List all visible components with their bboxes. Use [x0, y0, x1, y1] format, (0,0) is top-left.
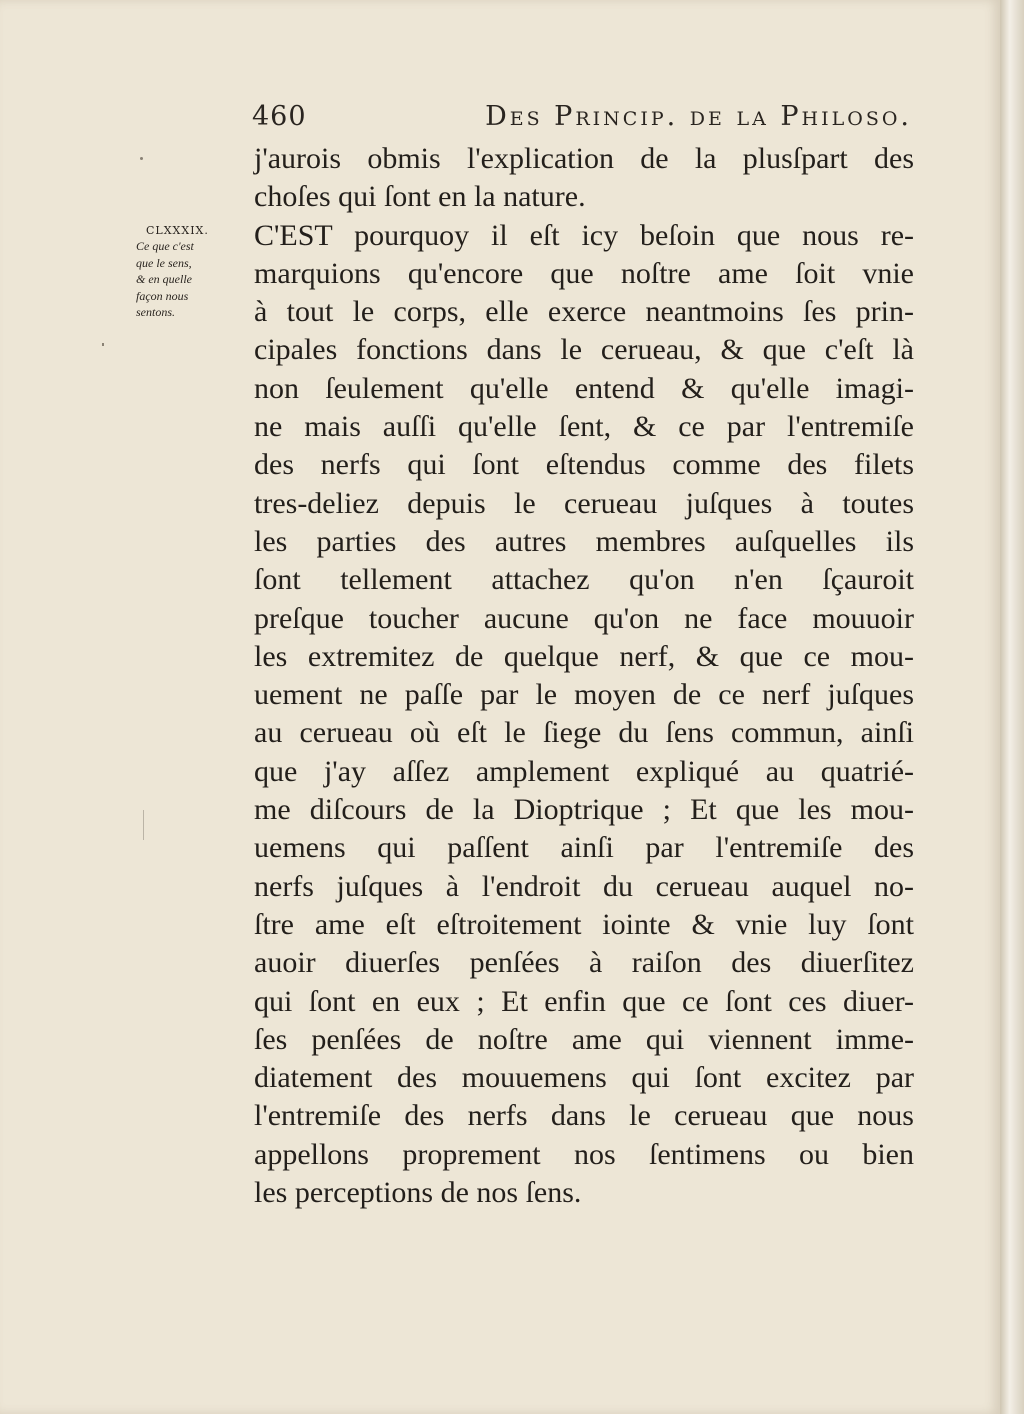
text-line: à tout le corps, elle exerce neantmoins ſes prin- — [254, 295, 914, 329]
paper-speck — [143, 810, 144, 840]
text-line: appellons proprement nos ſentimens ou bien — [254, 1137, 914, 1171]
text-line: les extremitez de quelque nerf, & que ce mou- — [254, 639, 914, 673]
text-line: l'entremiſe des nerfs dans le cerueau que nous — [254, 1099, 914, 1133]
text-line: marquions qu'encore que noſtre ame ſoit vnie — [254, 256, 914, 290]
margin-note — [136, 238, 252, 321]
margin-note-line: Ce que c'est — [136, 239, 194, 253]
text-line: ne mais auſſi qu'elle ſent, & ce par l'entremiſe — [254, 410, 914, 444]
paper-speck — [102, 343, 104, 346]
body-text — [254, 140, 914, 1212]
text-line: auoir diuerſes penſées à raiſon des diuerſitez — [254, 946, 914, 980]
text-line: ſes penſées de noſtre ame qui viennent imme- — [254, 1022, 914, 1056]
margin-note-line: façon nous — [136, 288, 189, 303]
text-line: j'aurois obmis l'explication de la plusſpart des — [254, 142, 914, 175]
text-line: ſont tellement attachez qu'on n'en ſçauroit — [254, 563, 914, 597]
text-line: C'EST pourquoy il eſt icy beſoin que nous re- — [254, 218, 914, 252]
text-line: uement ne paſſe par le moyen de ce nerf juſques — [254, 678, 914, 712]
text-line: des nerfs qui ſont eſtendus comme des filets — [254, 448, 914, 482]
page-number: 460 — [252, 101, 307, 132]
text-line: que j'ay aſſez amplement expliqué au quatrié- — [254, 754, 914, 788]
text-line: choſes qui ſont en la nature. — [254, 180, 586, 214]
margin-section-number: CLXXXIX. — [146, 224, 209, 237]
margin-note-line: sentons. — [136, 305, 175, 319]
page-header — [252, 101, 912, 132]
text-line: les perceptions de nos ſens. — [254, 1176, 582, 1210]
book-spine — [1000, 0, 1024, 1414]
margin-note-line: que le sens, — [136, 255, 192, 270]
text-line: qui ſont en eux ; Et enfin que ce ſont ces diuer- — [254, 984, 914, 1018]
text-line: ſtre ame eſt eſtroitement iointe & vnie luy ſont — [254, 907, 914, 941]
text-line: preſque toucher aucune qu'on ne face mouuoir — [254, 601, 914, 635]
text-line: me diſcours de la Dioptrique ; Et que les mou- — [254, 793, 914, 827]
text-line: diatement des mouuemens qui ſont excitez par — [254, 1061, 914, 1095]
text-line: tres-deliez depuis le cerueau juſques à toutes — [254, 486, 914, 520]
text-line: cipales fonctions dans le cerueau, & que c'eſt là — [254, 333, 914, 367]
paper-speck — [140, 157, 143, 160]
text-line: au cerueau où eſt le ſiege du ſens commun, ainſi — [254, 716, 914, 750]
text-line: les parties des autres membres auſquelles ils — [254, 524, 914, 558]
margin-note-line: & en quelle — [136, 272, 192, 286]
running-title: Des Princip. de la Philoso. — [485, 101, 912, 132]
text-line: uemens qui paſſent ainſi par l'entremiſe des — [254, 831, 914, 865]
text-line: non ſeulement qu'elle entend & qu'elle imagi- — [254, 371, 914, 405]
text-line: nerfs juſques à l'endroit du cerueau auquel no- — [254, 869, 914, 903]
